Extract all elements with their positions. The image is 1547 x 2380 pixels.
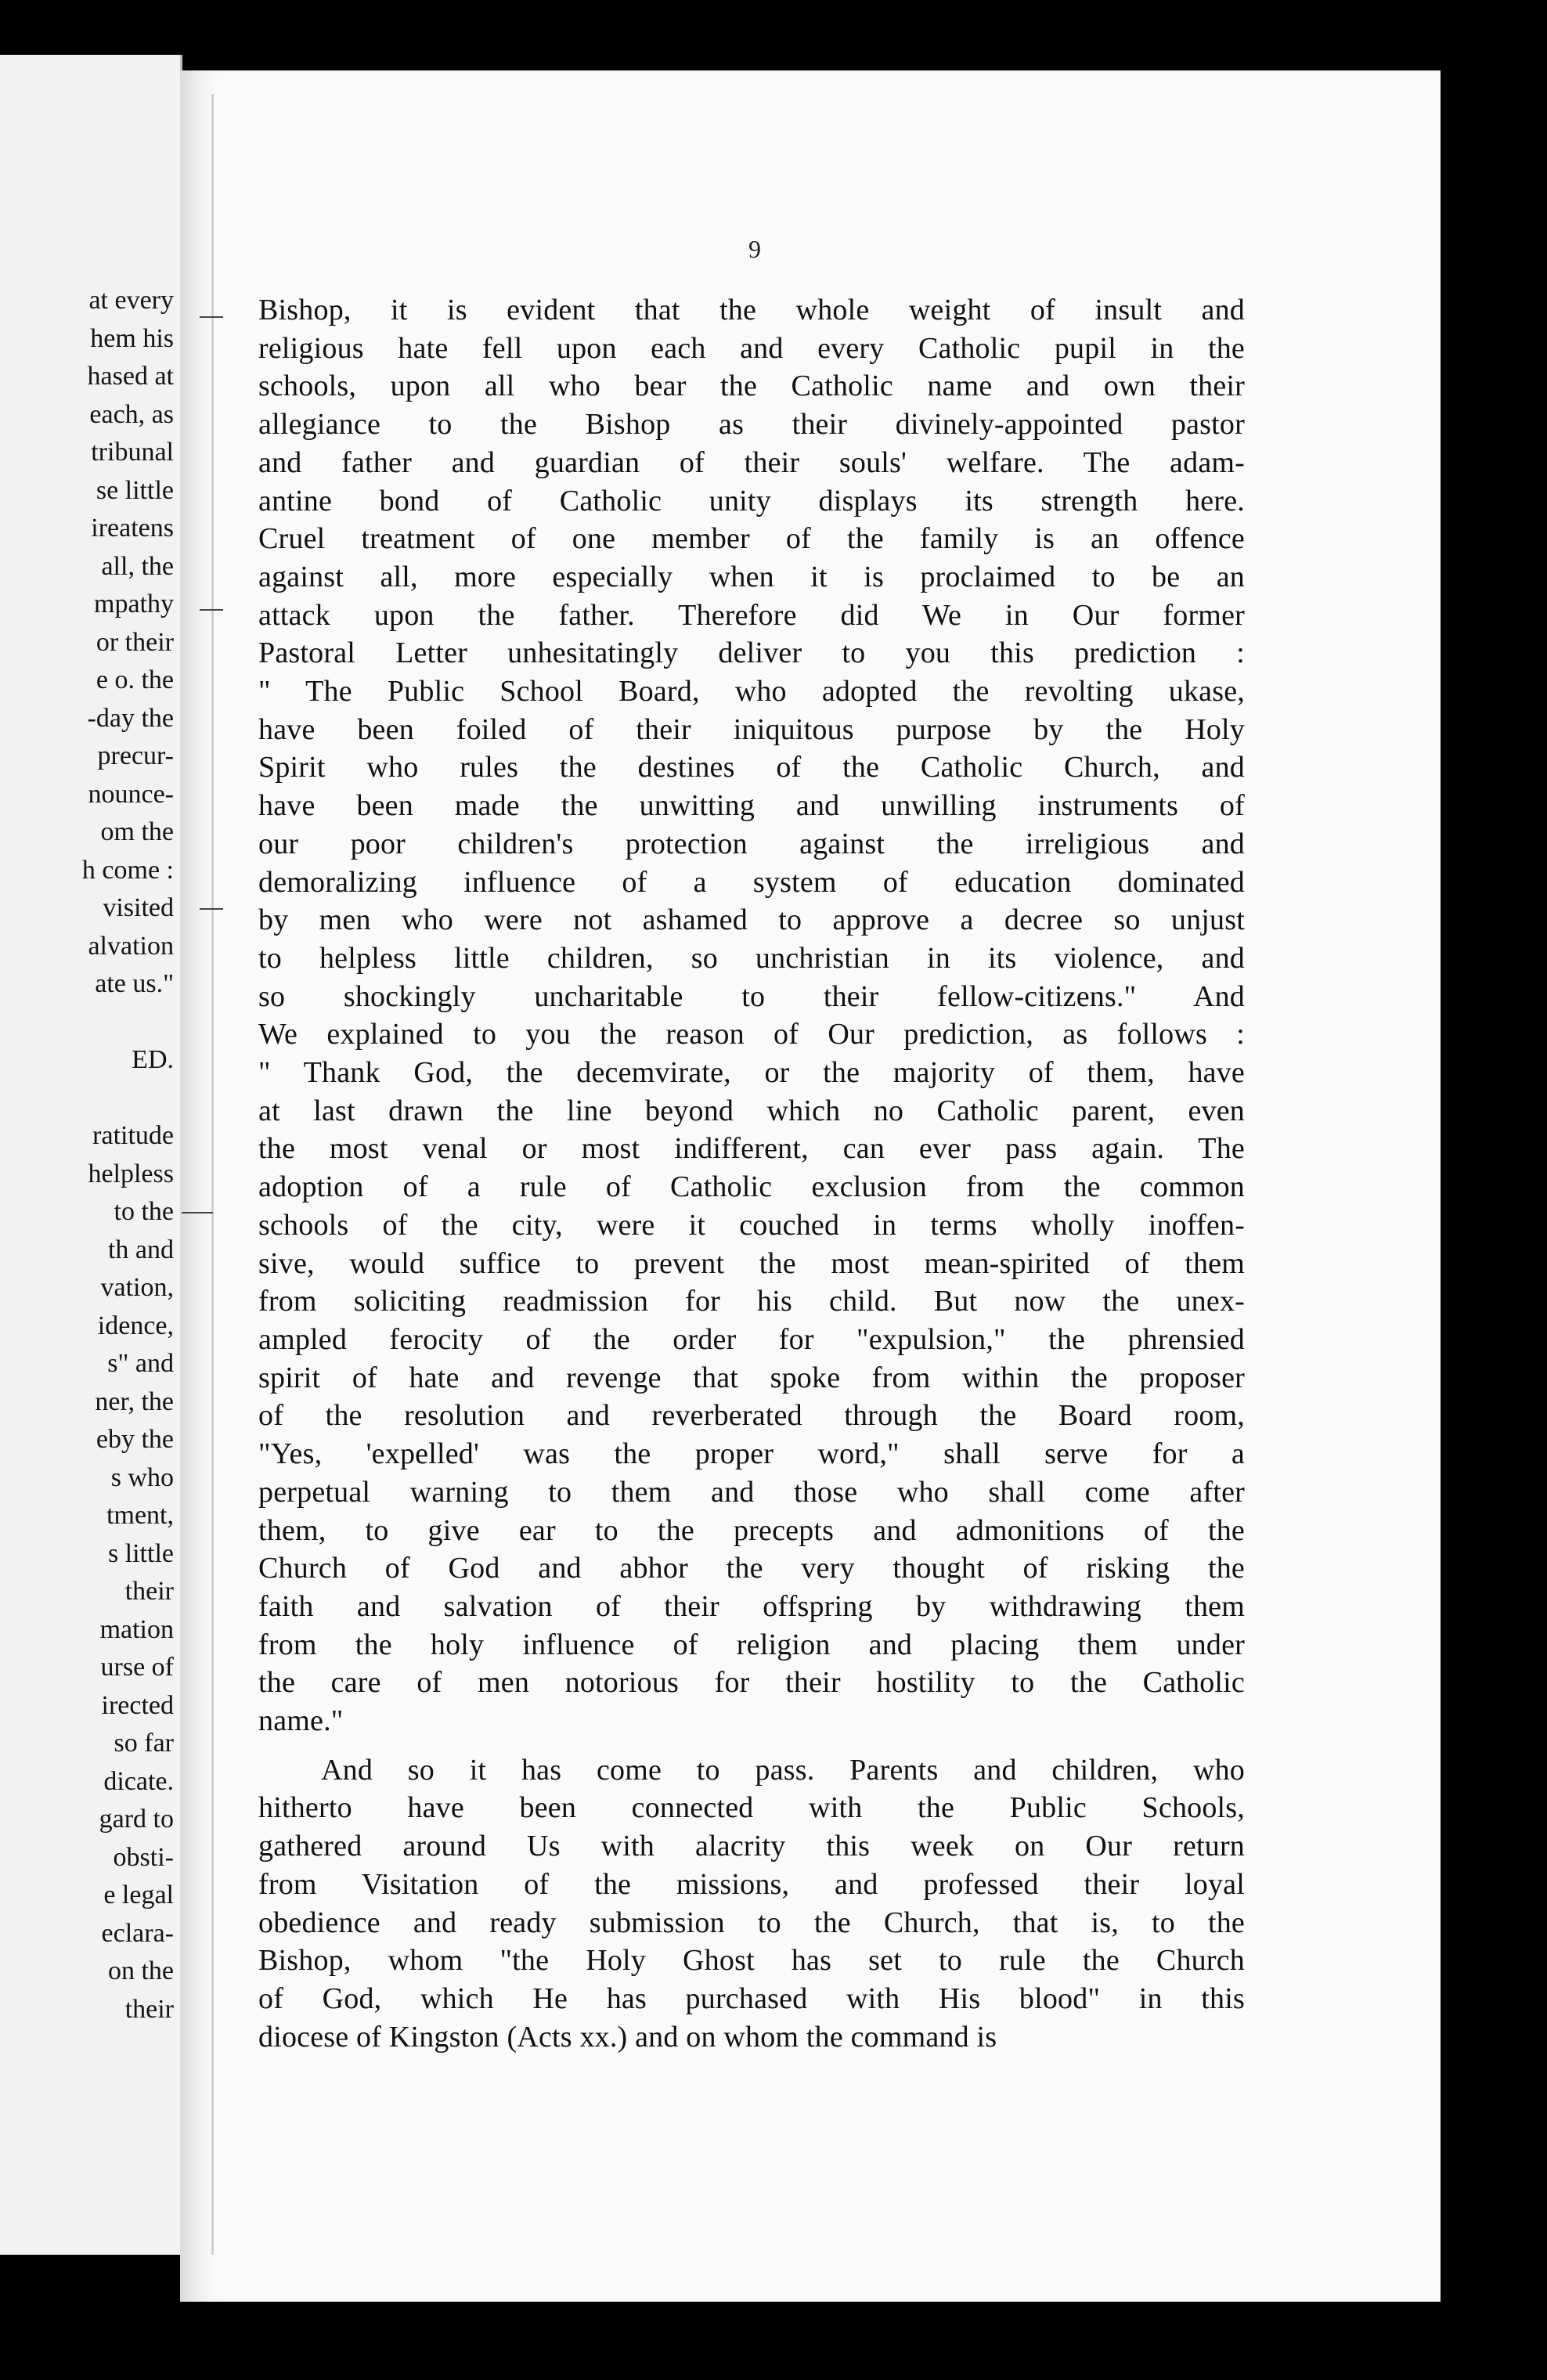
text-line: Bishop, it is evident that the whole weight of insult and <box>258 294 1245 326</box>
paragraph-gap <box>258 1740 1245 1751</box>
left-fragment-line: mpathy <box>94 590 174 618</box>
text-line: and father and guardian of their souls' welfare. The adam- <box>258 445 1245 479</box>
text-line: " The Public School Board, who adopted the revolting ukase, <box>258 675 1245 709</box>
left-fragment-line: visited <box>103 893 174 922</box>
text-line: antine bond of Catholic unity displays its strength here. <box>258 484 1245 517</box>
left-fragment-line: se little <box>96 475 174 505</box>
text-line: at last drawn the line beyond which no Catholic parent, even <box>258 1094 1245 1127</box>
left-fragment-line: eclara- <box>101 1918 174 1948</box>
left-fragment-line: to the <box>114 1197 174 1226</box>
left-fragment-line: idence, <box>97 1311 174 1340</box>
left-fragment-line <box>82 1004 174 1042</box>
text-line: sive, would suffice to prevent the most mean-spirited of them <box>258 1246 1245 1280</box>
page-body-text <box>258 291 1245 2056</box>
text-line: against all, more especially when it is proclaimed to be an <box>258 560 1245 593</box>
left-fragment-line: tment, <box>106 1501 174 1530</box>
left-fragment-line: ED. <box>132 1045 174 1074</box>
text-line: demoralizing influence of a system of education dominated <box>258 865 1245 899</box>
text-line: religious hate fell upon each and every Catholic pupil in the <box>258 331 1245 365</box>
margin-mark <box>182 1212 213 1213</box>
left-fragment-line: s little <box>107 1538 174 1568</box>
text-line: And so it has come to pass. Parents and children, who <box>321 1753 1245 1787</box>
left-fragment-line: obsti- <box>113 1842 174 1872</box>
left-fragment-line: -day the <box>87 703 174 733</box>
text-line: from soliciting readmission for his child. But now the unex- <box>258 1285 1245 1318</box>
left-fragment-line: on the <box>107 1956 174 1985</box>
text-line: allegiance to the Bishop as their divinely-appointed pastor <box>258 408 1245 442</box>
margin-mark <box>200 908 223 910</box>
left-fragment-line: helpless <box>88 1159 174 1188</box>
text-line: Spirit who rules the destines of the Catholic Church, and <box>258 751 1245 784</box>
text-line: Church of God and abhor the very thought of risking the <box>258 1552 1245 1585</box>
text-line: obedience and ready submission to the Church, that is, to the <box>258 1906 1245 1939</box>
left-fragment-line: all, the <box>101 551 174 581</box>
text-line: schools, upon all who bear the Catholic name and own their <box>258 370 1245 403</box>
left-fragment-line: h come : <box>81 855 174 885</box>
text-line: perpetual warning to them and those who shall come after <box>258 1475 1245 1509</box>
text-line: gathered around Us with alacrity this week on Our return <box>258 1830 1245 1863</box>
left-fragment-line: precur- <box>97 741 174 770</box>
text-line: them, to give ear to the precepts and admonitions of the <box>258 1513 1245 1547</box>
left-fragment-line: e legal <box>103 1881 174 1909</box>
left-fragment-line: nounce- <box>88 779 174 809</box>
left-fragment-line: tribunal <box>91 438 174 467</box>
left-fragment-line: urse of <box>100 1653 174 1682</box>
text-line: Cruel treatment of one member of the family is an offence <box>258 522 1245 556</box>
left-fragment-line: at every <box>88 286 174 315</box>
left-fragment-line: s" and <box>107 1349 174 1378</box>
text-line: our poor children's protection against the irreligious and <box>258 827 1245 860</box>
left-fragment-line: their <box>124 1994 174 2024</box>
left-fragment-line: eby the <box>96 1425 174 1454</box>
text-line: from the holy influence of religion and placing them under <box>258 1628 1245 1661</box>
left-fragment-line: ireatens <box>91 514 174 543</box>
left-fragment-line: irected <box>101 1690 174 1720</box>
text-line: schools of the city, were it couched in terms wholly inoffen- <box>258 1208 1245 1242</box>
left-fragment-line: each, as <box>89 399 174 429</box>
margin-mark <box>200 609 223 611</box>
left-fragment-line: alvation <box>88 931 174 961</box>
left-fragment-line: ate us." <box>95 969 174 998</box>
left-page-fragment <box>0 55 182 2255</box>
text-line: from Visitation of the missions, and professed their loyal <box>258 1867 1245 1901</box>
margin-mark <box>200 316 223 318</box>
left-fragment-line: gard to <box>99 1805 174 1834</box>
text-line: "Yes, 'expelled' was the proper word," shall serve for a <box>258 1437 1245 1471</box>
text-line: hitherto have been connected with the Public Schools, <box>258 1791 1245 1825</box>
text-line: spirit of hate and revenge that spoke from within the proposer <box>258 1361 1245 1394</box>
left-fragment-line: hem his <box>90 323 174 353</box>
text-line: adoption of a rule of Catholic exclusion from the common <box>258 1170 1245 1204</box>
text-line: the care of men notorious for their hostility to the Catholic <box>258 1666 1245 1700</box>
left-fragment-line: so far <box>114 1729 174 1758</box>
text-line: so shockingly uncharitable to their fellow-citizens." And <box>258 979 1245 1013</box>
text-line: by men who were not ashamed to approve a decree so unjust <box>258 903 1245 937</box>
left-fragment-line: th and <box>107 1235 174 1264</box>
text-line: faith and salvation of their offspring by withdrawing them <box>258 1589 1245 1623</box>
text-line: diocese of Kingston (Acts xx.) and on whom the command is <box>258 2020 997 2054</box>
left-page-text <box>82 282 174 2028</box>
text-line: " Thank God, the decemvirate, or the majority of them, have <box>258 1056 1245 1090</box>
left-fragment-line: om the <box>100 817 174 846</box>
left-fragment-line: or their <box>96 627 174 657</box>
left-fragment-line: ratitude <box>92 1121 174 1150</box>
text-line: the most venal or most indifferent, can ever pass again. The <box>258 1132 1245 1166</box>
text-line: of the resolution and reverberated through the Board room, <box>258 1399 1245 1433</box>
left-fragment-line: vation, <box>100 1273 174 1302</box>
text-line: Pastoral Letter unhesitatingly deliver to you this prediction : <box>258 636 1245 670</box>
page-binding-edge <box>211 94 214 2255</box>
page-number: 9 <box>748 235 761 263</box>
left-fragment-line: their <box>124 1577 174 1606</box>
left-fragment-line <box>82 1080 174 1118</box>
text-line: have been made the unwitting and unwilling instruments of <box>258 789 1245 823</box>
text-line: ampled ferocity of the order for "expulsion," the phrensied <box>258 1322 1245 1356</box>
left-fragment-line: s who <box>110 1462 174 1492</box>
left-fragment-line: dicate. <box>103 1766 174 1796</box>
left-fragment-line: ner, the <box>95 1387 174 1416</box>
text-line: to helpless little children, so unchristian in its violence, and <box>258 941 1245 975</box>
text-line: name." <box>258 1704 344 1738</box>
text-line: Bishop, whom "the Holy Ghost has set to rule the Church <box>258 1944 1245 1978</box>
text-line: of God, which He has purchased with His blood" in this <box>258 1982 1245 2015</box>
text-line: attack upon the father. Therefore did We in Our former <box>258 598 1245 632</box>
left-fragment-line: hased at <box>87 362 174 391</box>
text-line: have been foiled of their iniquitous purpose by the Holy <box>258 712 1245 746</box>
left-fragment-line: e o. the <box>96 665 174 694</box>
text-line: We explained to you the reason of Our prediction, as follows : <box>258 1018 1245 1051</box>
left-fragment-line: mation <box>99 1614 174 1644</box>
